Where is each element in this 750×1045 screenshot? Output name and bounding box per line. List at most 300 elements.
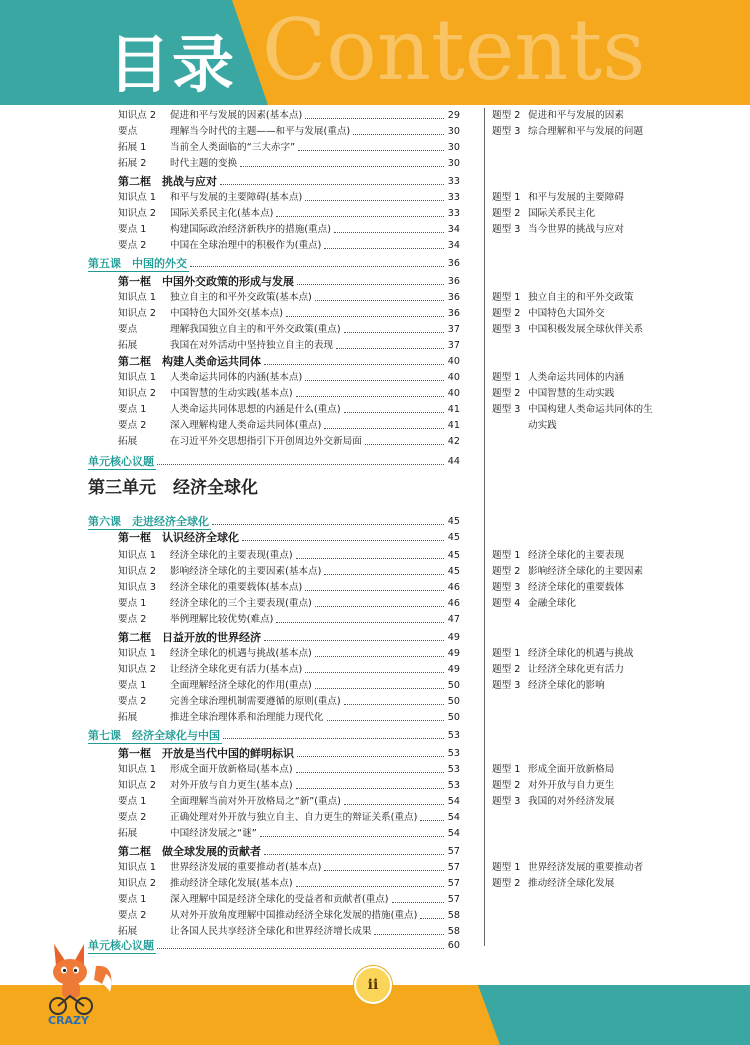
toc-entry	[118, 580, 302, 596]
toc-entry	[118, 548, 293, 564]
toc-row-item[interactable]	[0, 678, 750, 694]
toc-entry	[118, 108, 302, 124]
dot-leader	[344, 332, 444, 333]
question-type-title: 经济全球化的影响	[528, 680, 605, 691]
toc-page-number: 57	[447, 894, 460, 905]
toc-page-number: 53	[447, 780, 460, 791]
question-type-title: 形成全面开放新格局	[528, 764, 615, 775]
dot-leader	[315, 656, 444, 657]
question-type-label: 题型 3	[492, 582, 521, 593]
toc-page-number: 53	[447, 748, 460, 759]
toc-page-number: 58	[447, 926, 460, 937]
toc-entry-label: 知识点 2	[118, 878, 156, 889]
toc-page-number: 45	[447, 532, 460, 543]
toc-row-item[interactable]	[0, 612, 750, 628]
dot-leader	[324, 248, 444, 249]
question-type-title: 中国特色大国外交	[528, 308, 605, 319]
toc-entry	[118, 826, 257, 842]
dot-leader	[327, 720, 444, 721]
dot-leader	[264, 640, 444, 641]
toc-entry-label: 要点	[118, 126, 138, 137]
toc-page-number: 57	[447, 846, 460, 857]
toc-row-lesson[interactable]	[0, 256, 750, 272]
toc-entry-label: 知识点 2	[118, 110, 156, 121]
toc-entry	[118, 530, 239, 546]
dot-leader	[157, 948, 444, 949]
toc-row-frame[interactable]	[0, 174, 750, 190]
toc-entry-label: 知识点 1	[118, 648, 156, 659]
toc-entry-title: 经济全球化的机遇与挑战(基本点)	[170, 648, 312, 659]
toc-row-lesson[interactable]	[0, 728, 750, 744]
toc-entry	[118, 794, 341, 810]
dot-leader	[305, 590, 444, 591]
toc-entry	[118, 630, 261, 646]
toc-entry-title: 世界经济发展的重要推动者(基本点)	[170, 862, 322, 873]
toc-entry-title: 第六课 走进经济全球化	[88, 515, 209, 528]
toc-entry-label: 要点 2	[118, 614, 147, 625]
question-type-title: 人类命运共同体的内涵	[528, 372, 624, 383]
toc-entry	[118, 338, 333, 354]
question-type-entry	[492, 290, 634, 306]
toc-row-item[interactable]	[0, 762, 750, 778]
toc-page-number: 60	[447, 940, 460, 951]
toc-entry-title: 全面理解经济全球化的作用(重点)	[170, 680, 312, 691]
toc-page-number: 40	[447, 356, 460, 367]
toc-page-number: 33	[447, 208, 460, 219]
page-title: 目录	[108, 28, 237, 101]
toc-entry-label: 拓展 1	[118, 142, 147, 153]
toc-entry-title: 第二框 日益开放的世界经济	[118, 631, 261, 644]
toc-entry-title: 理解我国独立自主的和平外交政策(重点)	[170, 324, 341, 335]
dot-leader	[315, 688, 444, 689]
toc-entry	[118, 908, 417, 924]
toc-row-item[interactable]	[0, 222, 750, 238]
lesson-underline	[88, 271, 189, 272]
dot-leader	[276, 622, 444, 623]
toc-page-number: 42	[447, 436, 460, 447]
question-type-entry	[492, 222, 624, 238]
lesson-underline	[88, 743, 222, 744]
question-type-entry	[492, 108, 624, 124]
dot-leader	[392, 902, 444, 903]
dot-leader	[344, 412, 444, 413]
toc-entry-label: 要点 1	[118, 796, 147, 807]
toc-page-number: 47	[447, 614, 460, 625]
question-type-title: 对外开放与自力更生	[528, 780, 615, 791]
toc-entry	[118, 434, 362, 450]
toc-row-frame[interactable]	[0, 630, 750, 646]
question-type-label: 题型 3	[492, 224, 521, 235]
toc-entry-label: 知识点 1	[118, 764, 156, 775]
toc-entry-title: 推动经济全球化发展(基本点)	[170, 878, 293, 889]
toc-entry-title: 深入理解中国是经济全球化的受益者和贡献者(重点)	[170, 894, 389, 905]
question-type-entry	[492, 322, 643, 338]
toc-entry	[118, 646, 312, 662]
mascot-text: CRAZY	[48, 1014, 89, 1026]
toc-entry-title: 第七课 经济全球化与中国	[88, 729, 220, 742]
toc-row-item[interactable]	[0, 190, 750, 206]
toc-entry	[118, 354, 261, 370]
toc-entry-label: 知识点 2	[118, 308, 156, 319]
dot-leader	[305, 118, 444, 119]
toc-page-number: 36	[447, 258, 460, 269]
question-type-entry	[492, 596, 576, 612]
dot-leader	[296, 886, 444, 887]
toc-entry	[118, 156, 237, 172]
toc-entry-title: 第一框 开放是当代中国的鲜明标识	[118, 747, 294, 760]
toc-entry-label: 拓展	[118, 436, 138, 447]
dot-leader	[297, 756, 444, 757]
dot-leader	[305, 672, 444, 673]
toc-row-item[interactable]	[0, 402, 750, 418]
toc-row-item[interactable]	[0, 778, 750, 794]
question-type-title: 中国构建人类命运共同体的生	[528, 404, 653, 415]
dot-leader	[296, 772, 444, 773]
toc-row-item[interactable]	[0, 108, 750, 124]
toc-row-item[interactable]	[0, 596, 750, 612]
toc-row-item[interactable]	[0, 156, 750, 172]
dot-leader	[324, 574, 444, 575]
toc-entry-label: 要点 2	[118, 696, 147, 707]
dot-leader	[190, 266, 444, 267]
question-type-label: 题型 2	[492, 308, 521, 319]
toc-page-number: 57	[447, 878, 460, 889]
toc-page-number: 49	[447, 664, 460, 675]
question-type-entry	[492, 762, 614, 778]
question-type-label: 题型 2	[492, 208, 521, 219]
toc-entry	[118, 596, 312, 612]
toc-row-item[interactable]	[0, 338, 750, 354]
dot-leader	[260, 836, 444, 837]
question-type-entry	[492, 580, 624, 596]
toc-row-item[interactable]	[0, 564, 750, 580]
toc-row-lesson[interactable]	[0, 514, 750, 530]
toc-row-item[interactable]	[0, 876, 750, 892]
question-type-label: 题型 4	[492, 598, 521, 609]
toc-page-number: 33	[447, 176, 460, 187]
toc-entry	[118, 206, 273, 222]
question-type-label: 题型 2	[492, 388, 521, 399]
toc-entry	[118, 892, 389, 908]
question-type-label: 题型 3	[492, 680, 521, 691]
toc-entry	[118, 222, 331, 238]
dot-leader	[286, 316, 444, 317]
toc-entry-title: 经济全球化的主要表现(重点)	[170, 550, 293, 561]
dot-leader	[264, 364, 444, 365]
question-type-title: 综合理解和平与发展的问题	[528, 126, 644, 137]
toc-page-number: 50	[447, 680, 460, 691]
toc-entry-title: 从对外开放角度理解中国推动经济全球化发展的措施(重点)	[170, 910, 418, 921]
toc-entry	[118, 710, 324, 726]
toc-row-frame[interactable]	[0, 530, 750, 546]
toc-page-number: 36	[447, 276, 460, 287]
toc-page-number: 54	[447, 796, 460, 807]
toc-page-number: 30	[447, 126, 460, 137]
toc-entry-label: 要点 1	[118, 894, 147, 905]
toc-entry-title: 正确处理对外开放与独立自主、自力更生的辩证关系(重点)	[170, 812, 418, 823]
toc-row-item[interactable]	[0, 124, 750, 140]
toc-entry-title: 人类命运共同体思想的内涵是什么(重点)	[170, 404, 341, 415]
toc-entry-label: 知识点 2	[118, 664, 156, 675]
toc-page-number: 58	[447, 910, 460, 921]
toc-row-item[interactable]	[0, 238, 750, 254]
toc-page-number: 30	[447, 142, 460, 153]
toc-page-number: 44	[447, 456, 460, 467]
toc-entry	[118, 876, 293, 892]
toc-entry-label: 知识点 1	[118, 372, 156, 383]
toc-entry	[88, 514, 209, 530]
toc-entry	[88, 728, 220, 744]
dot-leader	[264, 854, 444, 855]
question-type-label: 题型 1	[492, 764, 521, 775]
question-type-title: 独立自主的和平外交政策	[528, 292, 634, 303]
toc-entry	[118, 274, 294, 290]
toc-entry	[118, 694, 341, 710]
dot-leader	[157, 464, 444, 465]
toc-entry-title: 第五课 中国的外交	[88, 257, 187, 270]
toc-page-number: 36	[447, 292, 460, 303]
toc-page-number: 57	[447, 862, 460, 873]
toc-entry	[88, 454, 154, 470]
toc-row-item[interactable]	[0, 140, 750, 156]
toc-entry-label: 知识点 1	[118, 292, 156, 303]
toc-entry-title: 人类命运共同体的内涵(基本点)	[170, 372, 303, 383]
toc-page-number: 33	[447, 192, 460, 203]
toc-entry-title: 全面理解当前对外开放格局之“新”(重点)	[170, 796, 341, 807]
toc-entry-title: 单元核心议题	[88, 455, 154, 468]
toc-entry-title: 让各国人民共享经济全球化和世界经济增长成果	[170, 926, 372, 937]
toc-entry-title: 中国特色大国外交(基本点)	[170, 308, 284, 319]
toc-row-lesson[interactable]	[0, 454, 750, 470]
question-type-entry	[492, 876, 614, 892]
toc-entry-title: 第一框 认识经济全球化	[118, 531, 239, 544]
dot-leader	[353, 134, 444, 135]
toc-entry	[118, 190, 302, 206]
toc-entry-title: 中国经济发展之“谜”	[170, 828, 257, 839]
question-type-title: 金融全球化	[528, 598, 576, 609]
toc-entry-title: 我国在对外活动中坚持独立自主的表现	[170, 340, 334, 351]
toc-row-item[interactable]	[0, 370, 750, 386]
question-type-entry	[492, 860, 643, 876]
toc-entry-label: 知识点 1	[118, 192, 156, 203]
dot-leader	[296, 396, 444, 397]
toc-page-number: 50	[447, 696, 460, 707]
toc-row-frame[interactable]	[0, 274, 750, 290]
toc-entry-label: 要点 1	[118, 598, 147, 609]
question-type-label: 题型 1	[492, 862, 521, 873]
fox-mascot-icon	[40, 936, 120, 1026]
toc-entry	[118, 386, 293, 402]
toc-entry-label: 要点 2	[118, 910, 147, 921]
dot-leader	[220, 184, 444, 185]
toc-row-item[interactable]	[0, 290, 750, 306]
toc-entry-label: 要点 1	[118, 404, 147, 415]
question-type-title: 影响经济全球化的主要因素	[528, 566, 644, 577]
toc-row-unit[interactable]	[0, 480, 750, 496]
toc-entry-title: 第一框 中国外交政策的形成与发展	[118, 275, 294, 288]
dot-leader	[365, 444, 444, 445]
toc-row-item[interactable]	[0, 548, 750, 564]
toc-entry-title: 第二框 做全球发展的贡献者	[118, 845, 261, 858]
dot-leader	[420, 820, 444, 821]
question-type-title: 经济全球化的主要表现	[528, 550, 624, 561]
toc-entry-title: 时代主题的变换	[170, 158, 238, 169]
toc-page-number: 37	[447, 340, 460, 351]
toc-entry-title: 构建国际政治经济新秩序的措施(重点)	[170, 224, 331, 235]
toc-entry-title: 经济全球化的三个主要表现(重点)	[170, 598, 312, 609]
dot-leader	[324, 870, 444, 871]
question-type-label: 题型 3	[492, 324, 521, 335]
toc-row-item[interactable]	[0, 322, 750, 338]
question-type-label: 题型 2	[492, 780, 521, 791]
question-type-title: 中国智慧的生动实践	[528, 388, 615, 399]
toc-row-item[interactable]	[0, 306, 750, 322]
toc-row-item[interactable]	[0, 694, 750, 710]
question-type-title: 推动经济全球化发展	[528, 878, 615, 889]
toc-entry	[118, 662, 302, 678]
toc-row-item[interactable]	[0, 908, 750, 924]
toc-row-item[interactable]	[0, 662, 750, 678]
toc-page-number: 45	[447, 516, 460, 527]
question-type-entry	[492, 794, 614, 810]
toc-entry-title: 中国在全球治理中的积极作为(重点)	[170, 240, 322, 251]
question-type-entry	[492, 386, 614, 402]
dot-leader	[336, 348, 444, 349]
toc-row-frame[interactable]	[0, 354, 750, 370]
question-type-entry	[492, 306, 605, 322]
toc-row-item[interactable]	[0, 580, 750, 596]
question-type-label: 题型 1	[492, 192, 521, 203]
dot-leader	[344, 704, 444, 705]
toc-entry-title: 形成全面开放新格局(基本点)	[170, 764, 293, 775]
question-type-label: 题型 1	[492, 372, 521, 383]
toc-entry-title: 完善全球治理机制需要遵循的原则(重点)	[170, 696, 341, 707]
toc-page-number: 41	[447, 404, 460, 415]
toc-row-item[interactable]	[0, 810, 750, 826]
header-subtitle: Contents	[262, 1, 646, 99]
dot-leader	[242, 540, 444, 541]
toc-entry-label: 要点 2	[118, 812, 147, 823]
toc-row-item[interactable]	[0, 206, 750, 222]
question-type-entry	[492, 678, 605, 694]
toc-row-item[interactable]	[0, 826, 750, 842]
toc-page-number: 34	[447, 240, 460, 251]
question-type-label: 题型 3	[492, 126, 521, 137]
question-type-entry	[492, 564, 643, 580]
toc-row-item[interactable]	[0, 710, 750, 726]
toc-row-item[interactable]	[0, 418, 750, 434]
toc-row-item[interactable]	[0, 386, 750, 402]
dot-leader	[276, 216, 444, 217]
toc-entry	[118, 290, 312, 306]
toc-entry-label: 拓展	[118, 828, 138, 839]
toc-entry-title: 理解当今时代的主题——和平与发展(重点)	[170, 126, 351, 137]
dot-leader	[315, 606, 444, 607]
toc-page-number: 45	[447, 550, 460, 561]
toc-page-number: 45	[447, 566, 460, 577]
toc-entry-label: 知识点 1	[118, 550, 156, 561]
toc-entry	[118, 678, 312, 694]
toc-entry-title: 促进和平与发展的因素(基本点)	[170, 110, 303, 121]
question-type-title: 经济全球化的机遇与挑战	[528, 648, 634, 659]
toc-entry-title: 推进全球治理体系和治理能力现代化	[170, 712, 324, 723]
toc-page-number: 40	[447, 372, 460, 383]
question-type-title: 世界经济发展的重要推动者	[528, 862, 644, 873]
toc-entry-title: 单元核心议题	[88, 939, 154, 952]
toc-page-number: 54	[447, 828, 460, 839]
question-type-entry	[492, 190, 624, 206]
toc-entry	[118, 306, 283, 322]
dot-leader	[223, 738, 444, 739]
toc-entry-label: 知识点 2	[118, 208, 156, 219]
toc-row-item[interactable]	[0, 892, 750, 908]
toc-entry-label: 拓展	[118, 712, 138, 723]
toc-row-item[interactable]	[0, 434, 750, 450]
dot-leader	[297, 284, 444, 285]
question-type-entry	[492, 402, 653, 418]
toc-entry-label: 拓展	[118, 926, 138, 937]
dot-leader	[344, 804, 444, 805]
question-type-title: 让经济全球化更有活力	[528, 664, 624, 675]
dot-leader	[334, 232, 444, 233]
question-type-title: 中国积极发展全球伙伴关系	[528, 324, 644, 335]
toc-page-number: 40	[447, 388, 460, 399]
toc-entry-title: 让经济全球化更有活力(基本点)	[170, 664, 303, 675]
toc-entry-label: 拓展 2	[118, 158, 147, 169]
dot-leader	[315, 300, 444, 301]
toc-entry	[118, 370, 302, 386]
dot-leader	[324, 428, 444, 429]
dot-leader	[296, 788, 444, 789]
toc-entry	[118, 844, 261, 860]
question-type-label: 题型 1	[492, 292, 521, 303]
toc-entry	[118, 418, 321, 434]
toc-page-number: 36	[447, 308, 460, 319]
toc-row-item[interactable]	[0, 646, 750, 662]
toc-entry	[118, 174, 217, 190]
question-type-label: 题型 2	[492, 878, 521, 889]
question-type-title: 促进和平与发展的因素	[528, 110, 624, 121]
toc-row-frame[interactable]	[0, 746, 750, 762]
page-number: ii	[354, 966, 392, 1004]
toc-entry-title: 国际关系民主化(基本点)	[170, 208, 274, 219]
toc-entry	[118, 612, 273, 628]
toc-row-frame[interactable]	[0, 844, 750, 860]
toc-page-number: 50	[447, 712, 460, 723]
question-type-entry	[492, 778, 614, 794]
toc-entry	[118, 564, 321, 580]
question-type-label: 题型 1	[492, 550, 521, 561]
toc-entry-title: 第二框 构建人类命运共同体	[118, 355, 261, 368]
question-type-entry	[492, 206, 595, 222]
toc-entry	[118, 402, 341, 418]
toc-entry	[118, 322, 341, 338]
toc-entry-title: 第二框 挑战与应对	[118, 175, 217, 188]
toc-row-item[interactable]	[0, 860, 750, 876]
question-type-entry	[492, 548, 624, 564]
question-type-entry	[492, 370, 624, 386]
question-type-label: 题型 2	[492, 664, 521, 675]
dot-leader	[298, 150, 444, 151]
toc-row-item[interactable]	[0, 794, 750, 810]
toc-page-number: 54	[447, 812, 460, 823]
toc-entry-title: 影响经济全球化的主要因素(基本点)	[170, 566, 322, 577]
toc-page-number: 29	[447, 110, 460, 121]
toc-page-number: 53	[447, 730, 460, 741]
toc-page-number: 37	[447, 324, 460, 335]
question-type-title-continued: 动实践	[528, 420, 557, 431]
toc-entry-label: 知识点 2	[118, 780, 156, 791]
